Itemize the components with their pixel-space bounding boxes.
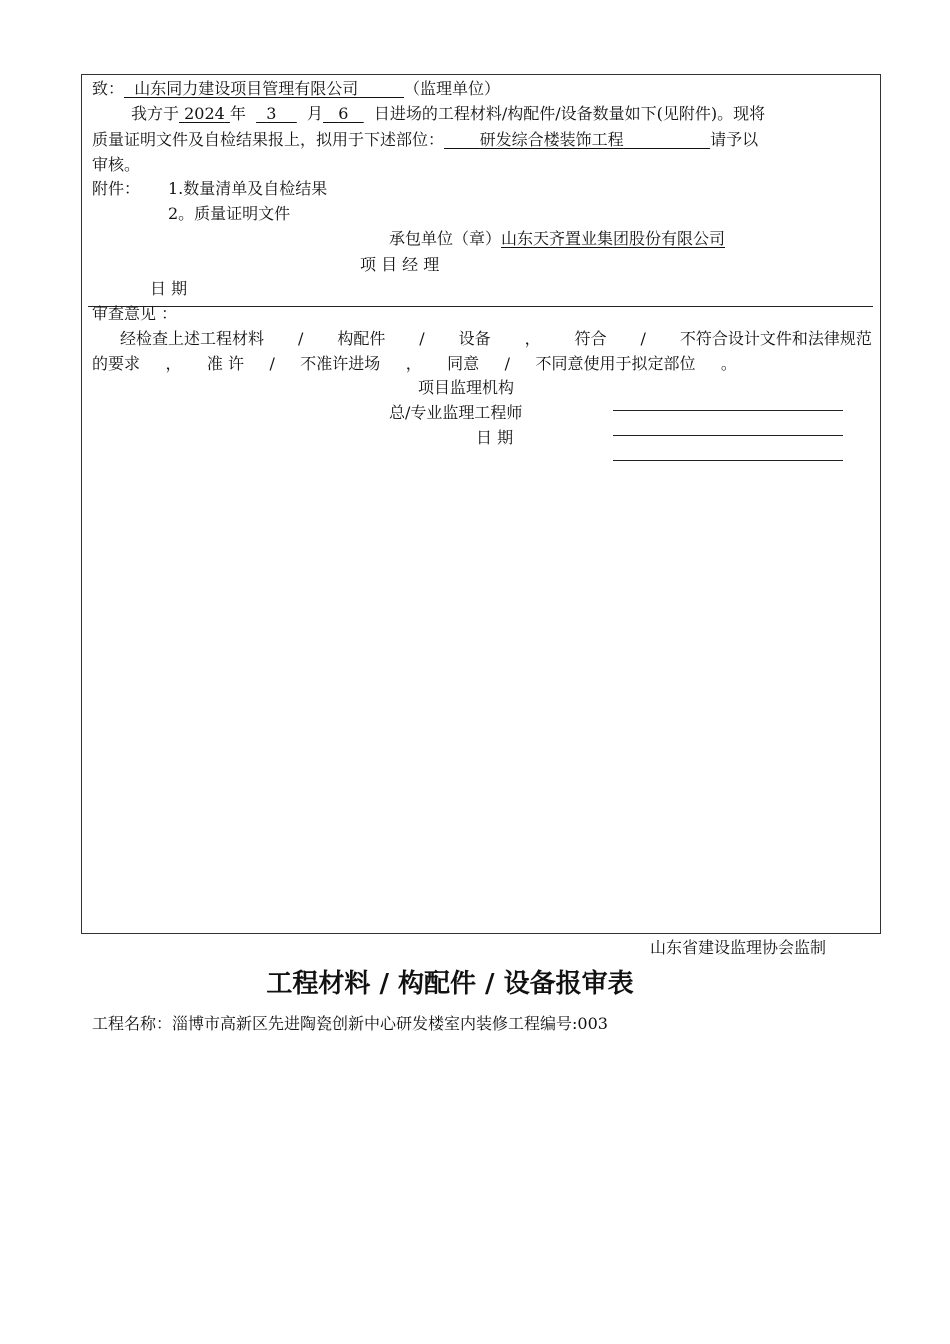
- project-manager-label: 项 目 经 理: [360, 255, 440, 274]
- to-label: 致：: [92, 79, 125, 98]
- attachments-label: 附件：: [92, 179, 141, 198]
- signature-blank-2: [613, 435, 843, 436]
- intro-prefix: 我方于: [131, 104, 180, 123]
- entry-day: 6: [338, 104, 349, 123]
- supervision-unit-role: （监理单位）: [403, 79, 500, 98]
- intro-line: 我方于 2024 年 3 月 6 日进场的工程材料/构配件/设备数量如下(见附件)。现将: [131, 104, 766, 123]
- review-request: 审核。: [92, 155, 141, 174]
- review-date-label: 日 期: [476, 428, 514, 447]
- project-name-line: 工程名称：淄博市高新区先进陶瓷创新中心研发楼室内装修工程编号:003: [92, 1014, 608, 1033]
- review-opinion-line-2: 的要求 ， 准 许 / 不准许进场 ， 同意 / 不同意使用于拟定部位 。: [92, 354, 737, 373]
- section-divider: [88, 306, 873, 307]
- review-heading: 审查意见 ：: [92, 304, 178, 323]
- usage-location: 研发综合楼装饰工程: [479, 130, 624, 149]
- addressee-line: [92, 79, 500, 99]
- issuer-note: 山东省建设监理协会监制: [650, 938, 827, 957]
- intro-rest: 日进场的工程材料/构配件/设备数量如下(见附件)。现将: [373, 104, 766, 123]
- signature-blank-3: [613, 460, 843, 461]
- form-border: [81, 74, 881, 934]
- form-title: 工程材料 / 构配件 / 设备报审表: [266, 969, 634, 999]
- supervision-unit-name: 山东同力建设项目管理有限公司: [134, 79, 359, 98]
- supervising-engineer-label: 总/专业监理工程师: [389, 403, 523, 422]
- contractor-date-label: 日 期: [150, 279, 188, 298]
- attachment-item-2: 2。质量证明文件: [168, 204, 291, 223]
- supervision-org-label: 项目监理机构: [418, 378, 515, 397]
- attachment-item-1: 1.数量清单及自检结果: [168, 179, 328, 198]
- contractor-label: 承包单位（章）: [389, 229, 502, 248]
- entry-month: 3: [266, 104, 277, 123]
- location-line: 质量证明文件及自检结果报上，拟用于下述部位： 研发综合楼装饰工程 请予以: [92, 130, 759, 149]
- review-opinion-line-1: 经检查上述工程材料 / 构配件 / 设备 ， 符合 / 不符合设计文件和法律规范: [120, 329, 872, 348]
- contractor-line: [389, 229, 725, 249]
- entry-year: 2024: [184, 104, 225, 123]
- signature-blank-1: [613, 410, 843, 411]
- contractor-name: 山东天齐置业集团股份有限公司: [501, 229, 726, 248]
